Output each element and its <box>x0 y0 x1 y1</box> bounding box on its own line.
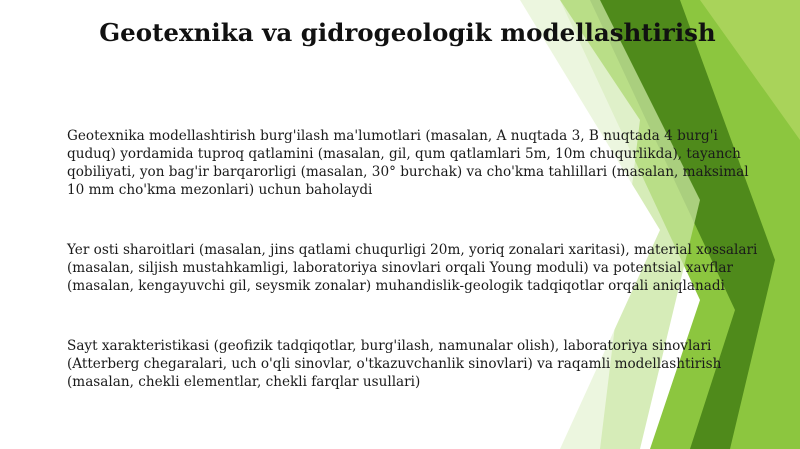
slide-body <box>67 127 767 433</box>
paragraph-site-characterization: Sayt xarakteristikasi (geofizik tadqiqotlar, burg'ilash, namunalar olish), laboratoriya sinovlari (Atterberg chegaralari, uch o'qli sinovlar, o'tkazuvchanlik sinovlari) va raqamli modellashtirish (masalan, chekli elementlar, chekli farqlar usullari) <box>67 338 722 390</box>
paragraph-subsurface-conditions: Yer osti sharoitlari (masalan, jins qatlami chuqurligi 20m, yoriq zonalari xaritasi), material xossalari (masalan, siljish mustahkamligi, laboratoriya sinovlari orqali Young moduli) va potentsial xavflar (masalan, kengayuvchi gil, seysmik zonalar) muhandislik-geologik tadqiqotlar orqali aniqlanadi <box>67 242 758 294</box>
paragraph-geotechnical-modeling: Geotexnika modellashtirish burg'ilash ma'lumotlari (masalan, A nuqtada 3, B nuqtada 4 burg'i quduq) yordamida tuproq qatlamini (masalan, gil, qum qatlamlari 5m, 10m chuqurlikda), tayanch qobiliyati, yon bag'ir barqarorligi (masalan, 30° burchak) va cho'kma tahlillari (masalan, maksimal 10 mm cho'kma mezonlari) uchun baholaydi <box>67 128 749 198</box>
slide-title: Geotexnika va gidrogeologik modellashtirish <box>99 18 716 47</box>
